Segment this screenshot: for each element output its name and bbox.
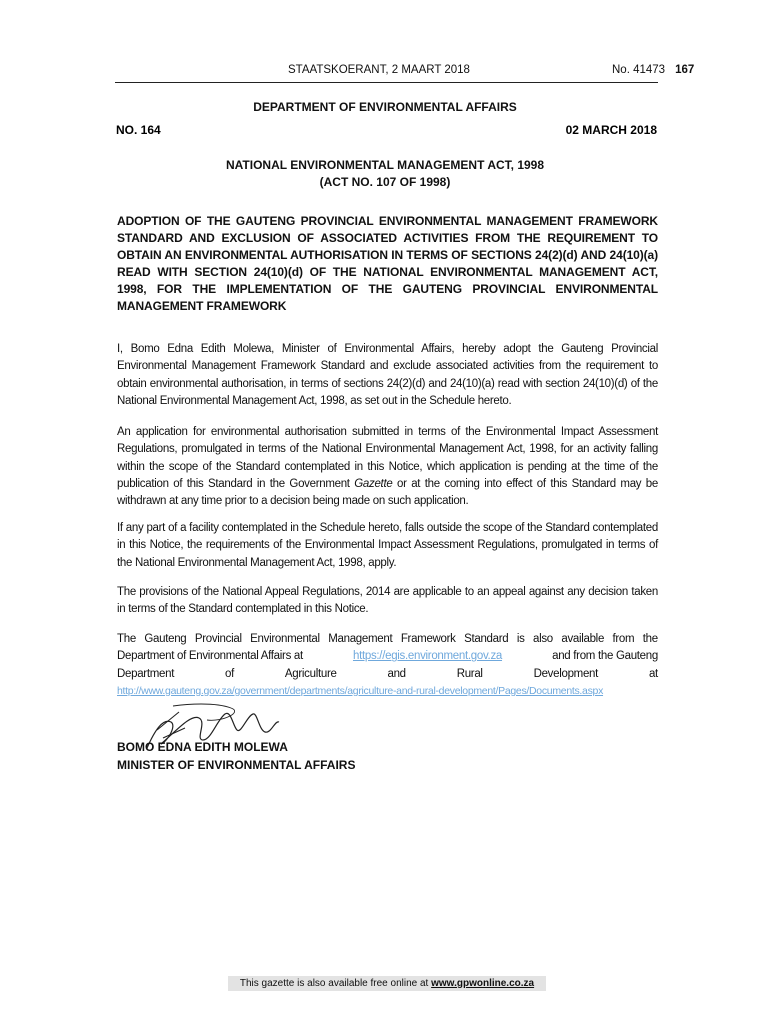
availability-line-3 [117,666,658,683]
paragraph-adoption: I, Bomo Edna Edith Molewa, Minister of Environmental Affairs, hereby adopt the Gauteng Provincial Environmental Management Framework Standard and exclude associated activities from the requirement to obtain environmental authorisation, in terms of sections 24(2)(d) and 24(10)(a) read with section 24(10)(d) of the National Environmental Management Act, 1998, as set out in the Schedule hereto. [117,343,658,407]
gazette-header-title: STAATSKOERANT, 2 MAART 2018 [288,64,470,76]
paragraph-pending-application [117,424,658,510]
word: Gauteng [144,633,187,645]
word: and [387,667,406,680]
header-rule [115,82,658,83]
word: Management [328,633,393,645]
word: Rural [456,667,483,680]
word: the [642,633,658,645]
gauteng-text: and from the Gauteng [552,650,658,663]
act-name: NATIONAL ENVIRONMENTAL MANAGEMENT ACT, 1998 [225,158,545,172]
gazette-header-issue [612,64,694,76]
paragraph-facility-scope: If any part of a facility contemplated in the Schedule hereto, falls outside the scope of the Standard contemplated in this Notice, the requirements of the Environmental Impact Assessment Regulations, promulgated in terms of the National Environmental Management Act, 1998, apply. [117,522,658,569]
egis-link[interactable]: https://egis.environment.gov.za [352,650,503,663]
word: Provincial [194,633,242,645]
signatory-title: MINISTER OF ENVIRONMENTAL AFFAIRS [117,758,356,772]
footer-url[interactable]: www.gpwonline.co.za [431,978,535,989]
notice-date: 02 MARCH 2018 [565,123,657,137]
p2-gazette-italic: Gazette [354,477,393,490]
act-number: (ACT NO. 107 OF 1998) [319,175,451,189]
word: at [648,667,658,680]
issue-number: No. 41473 [612,64,666,76]
word: The [117,633,136,645]
availability-line-2 [117,648,658,665]
word: available [561,633,605,645]
page-number: 167 [675,64,695,76]
word: Development [533,667,599,680]
word: Environmental [250,633,320,645]
paragraph-appeal: The provisions of the National Appeal Regulations, 2014 are applicable to an appeal against any decision taken in terms of the Standard contemplated in this Notice. [117,586,658,616]
paragraph-availability [117,631,658,700]
signatory-name: BOMO EDNA EDITH MOLEWA [117,740,288,754]
gauteng-documents-link[interactable]: http://www.gauteng.gov.za/government/departments/agriculture-and-rural-development/Pages/Documents.aspx [117,684,604,697]
word: Agriculture [284,667,337,680]
notice-number: NO. 164 [116,123,161,137]
footer-banner [228,976,546,991]
dea-text: Department of Environmental Affairs at [117,650,303,663]
notice-title: ADOPTION OF THE GAUTENG PROVINCIAL ENVIRONMENTAL MANAGEMENT FRAMEWORK STANDARD AND EXCLUSION OF ASSOCIATED ACTIVITIES FROM THE REQUIREMENT TO OBTAIN AN ENVIRONMENTAL AUTHORISATION IN TERMS OF SECTIONS 24(2)(d) AND 24(10)(a) READ WITH SECTION 24(10)(d) OF THE NATIONAL ENVIRONMENTAL MANAGEMENT ACT, 1998, FOR THE IMPLEMENTATION OF THE GAUTENG PROVINCIAL ENVIRONMENTAL MANAGEMENT FRAMEWORK [117,214,658,313]
word: also [532,633,553,645]
word: from [612,633,635,645]
word: of [225,667,234,680]
word: Standard [464,633,509,645]
p2-text-before: An application for environmental authorisation submitted in terms of the Environmental Impact Assessment Regulations, promulgated in terms of the National Environmental Management Act, 1998, for an activity falling within the scope of the Standard contemplated in this Notice, which application is pending at the time of the publication of this Standard in the Government [117,426,658,490]
word: Department [117,667,175,680]
act-heading [0,157,770,191]
word: Framework [400,633,456,645]
p2-text-after: or at the coming into effect of this Standard may be withdrawn at any time prior to a decision being made on such application. [117,477,658,508]
word: is [516,633,525,645]
availability-line-1 [117,631,658,648]
department-heading: DEPARTMENT OF ENVIRONMENTAL AFFAIRS [253,100,517,114]
footer-text: This gazette is also available free online at [239,978,432,989]
